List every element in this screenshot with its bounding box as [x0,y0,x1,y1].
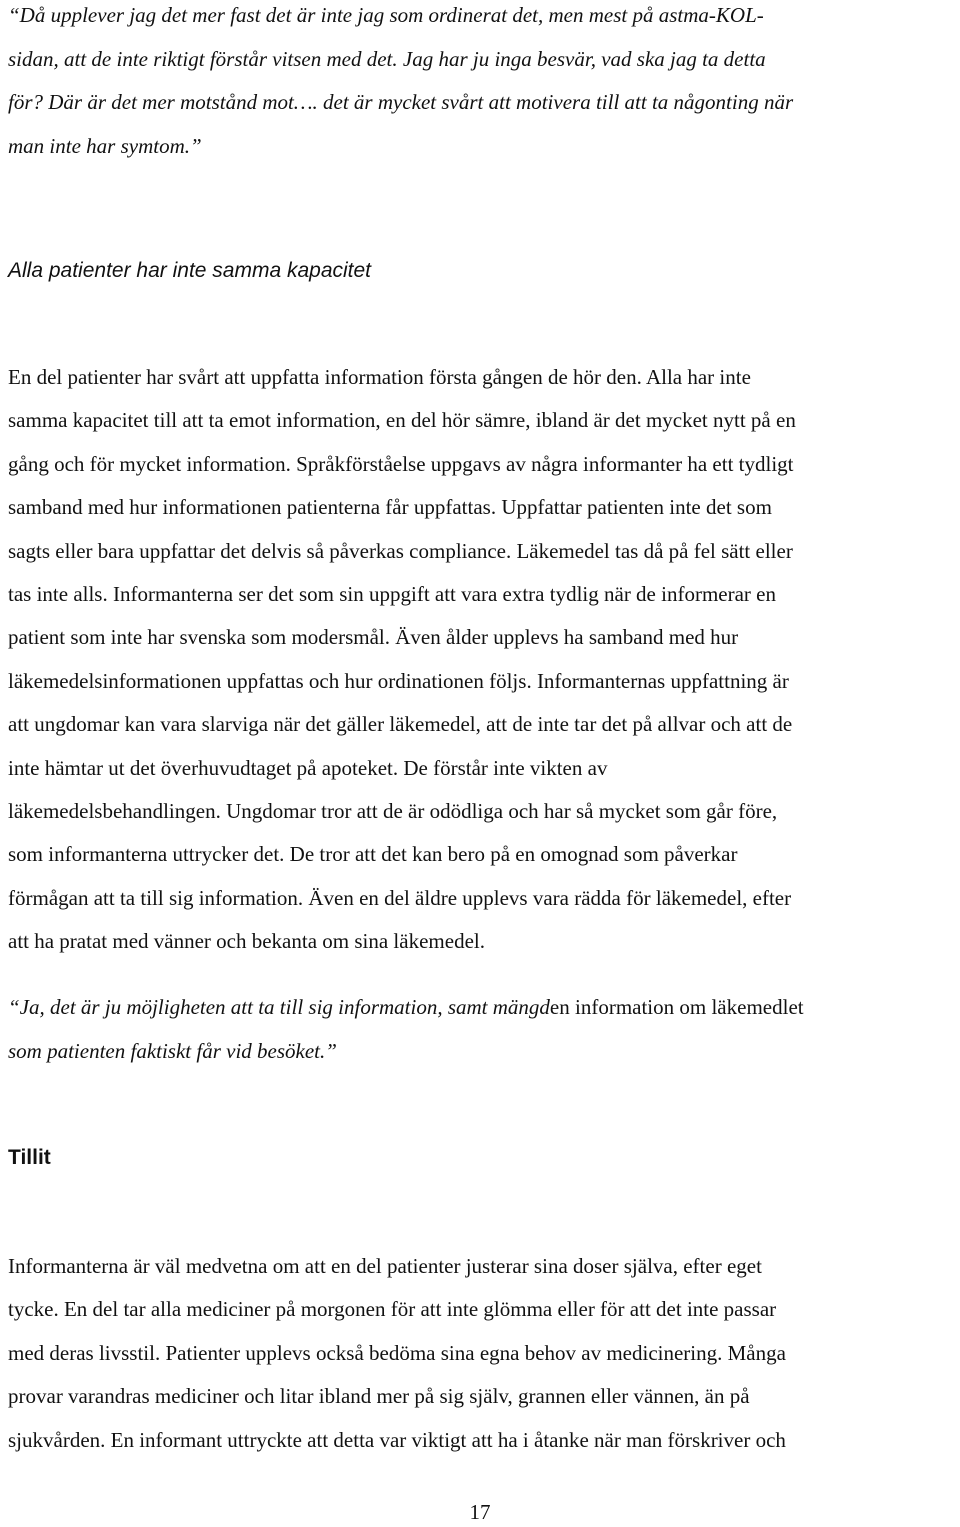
quote-line: som patienten faktiskt får vid besöket.” [8,1038,337,1063]
quote-line: man inte har symtom.” [8,133,202,158]
quote-line: sidan, att de inte riktigt förstår vitsen med det. Jag har ju inga besvär, vad ska jag ta detta [8,46,766,71]
paragraph-line: som informanterna uttrycker det. De tror att det kan bero på en omognad som påverkar [8,842,738,867]
paragraph-line: läkemedelsbehandlingen. Ungdomar tror att de är odödliga och har så mycket som går före, [8,799,778,824]
second-quote [8,986,956,1073]
opening-quote [8,0,956,168]
paragraph-line: gång och för mycket information. Språkförståelse uppgavs av några informanter ha ett tydligt [8,451,794,476]
section-heading-capacity: Alla patienter har inte samma kapacitet [8,259,372,282]
paragraph-line: inte hämtar ut det överhuvudtaget på apoteket. De förstår inte vikten av [8,755,608,780]
paragraph-line: patient som inte har svenska som modersmål. Även ålder upplevs ha samband med hur [8,625,739,650]
paragraph-line: att ungdomar kan vara slarviga när det gäller läkemedel, att de inte tar det på allvar och att de [8,712,793,737]
trust-paragraph [8,1245,956,1462]
quote-line: för? Där är det mer motstånd mot…. det är mycket svårt att motivera till att ta någonting när [8,90,794,114]
paragraph-line: förmågan att ta till sig information. Även en del äldre upplevs vara rädda för läkemedel, efter [8,885,792,910]
section-heading-trust: Tillit [8,1146,51,1169]
paragraph-line: En del patienter har svårt att uppfatta information första gången de hör den. Alla har inte [8,365,751,389]
quote-italic-part: “Ja, det är ju möjligheten att ta till sig information, samt mängd [8,995,550,1019]
paragraph-line: läkemedelsinformationen uppfattas och hur ordinationen följs. Informanternas uppfattning är [8,668,789,693]
paragraph-line: sjukvården. En informant uttryckte att detta var viktigt att ha i åtanke när man förskriver och [8,1427,786,1452]
paragraph-line: samband med hur informationen patienterna får uppfattas. Uppfattar patienten inte det som [8,495,772,520]
capacity-paragraph [8,356,956,964]
paragraph-line: med deras livsstil. Patienter upplevs också bedöma sina egna behov av medicinering. Många [8,1340,786,1365]
paragraph-line: att ha pratat med vänner och bekanta om sina läkemedel. [8,929,485,954]
quote-line: “Då upplever jag det mer fast det är inte jag som ordinerat det, men mest på astma-KOL- [8,3,764,27]
page-number: 17 [469,1500,491,1524]
paragraph-line: tycke. En del tar alla mediciner på morgonen för att inte glömma eller för att det inte passar [8,1297,777,1322]
paragraph-line: Informanterna är väl medvetna om att en del patienter justerar sina doser själva, efter eget [8,1254,762,1278]
paragraph-line: sagts eller bara uppfattar det delvis så påverkas compliance. Läkemedel tas då på fel sätt eller [8,538,793,563]
paragraph-line: tas inte alls. Informanterna ser det som sin uppgift att vara extra tydlig när de informerar en [8,582,776,607]
quote-line [8,986,956,1030]
quote-roman-part: en information om läkemedlet [549,995,804,1019]
paragraph-line: samma kapacitet till att ta emot information, en del hör sämre, ibland är det mycket nytt på en [8,408,796,433]
paragraph-line: provar varandras mediciner och litar ibland mer på sig själv, grannen eller vännen, än på [8,1384,750,1409]
